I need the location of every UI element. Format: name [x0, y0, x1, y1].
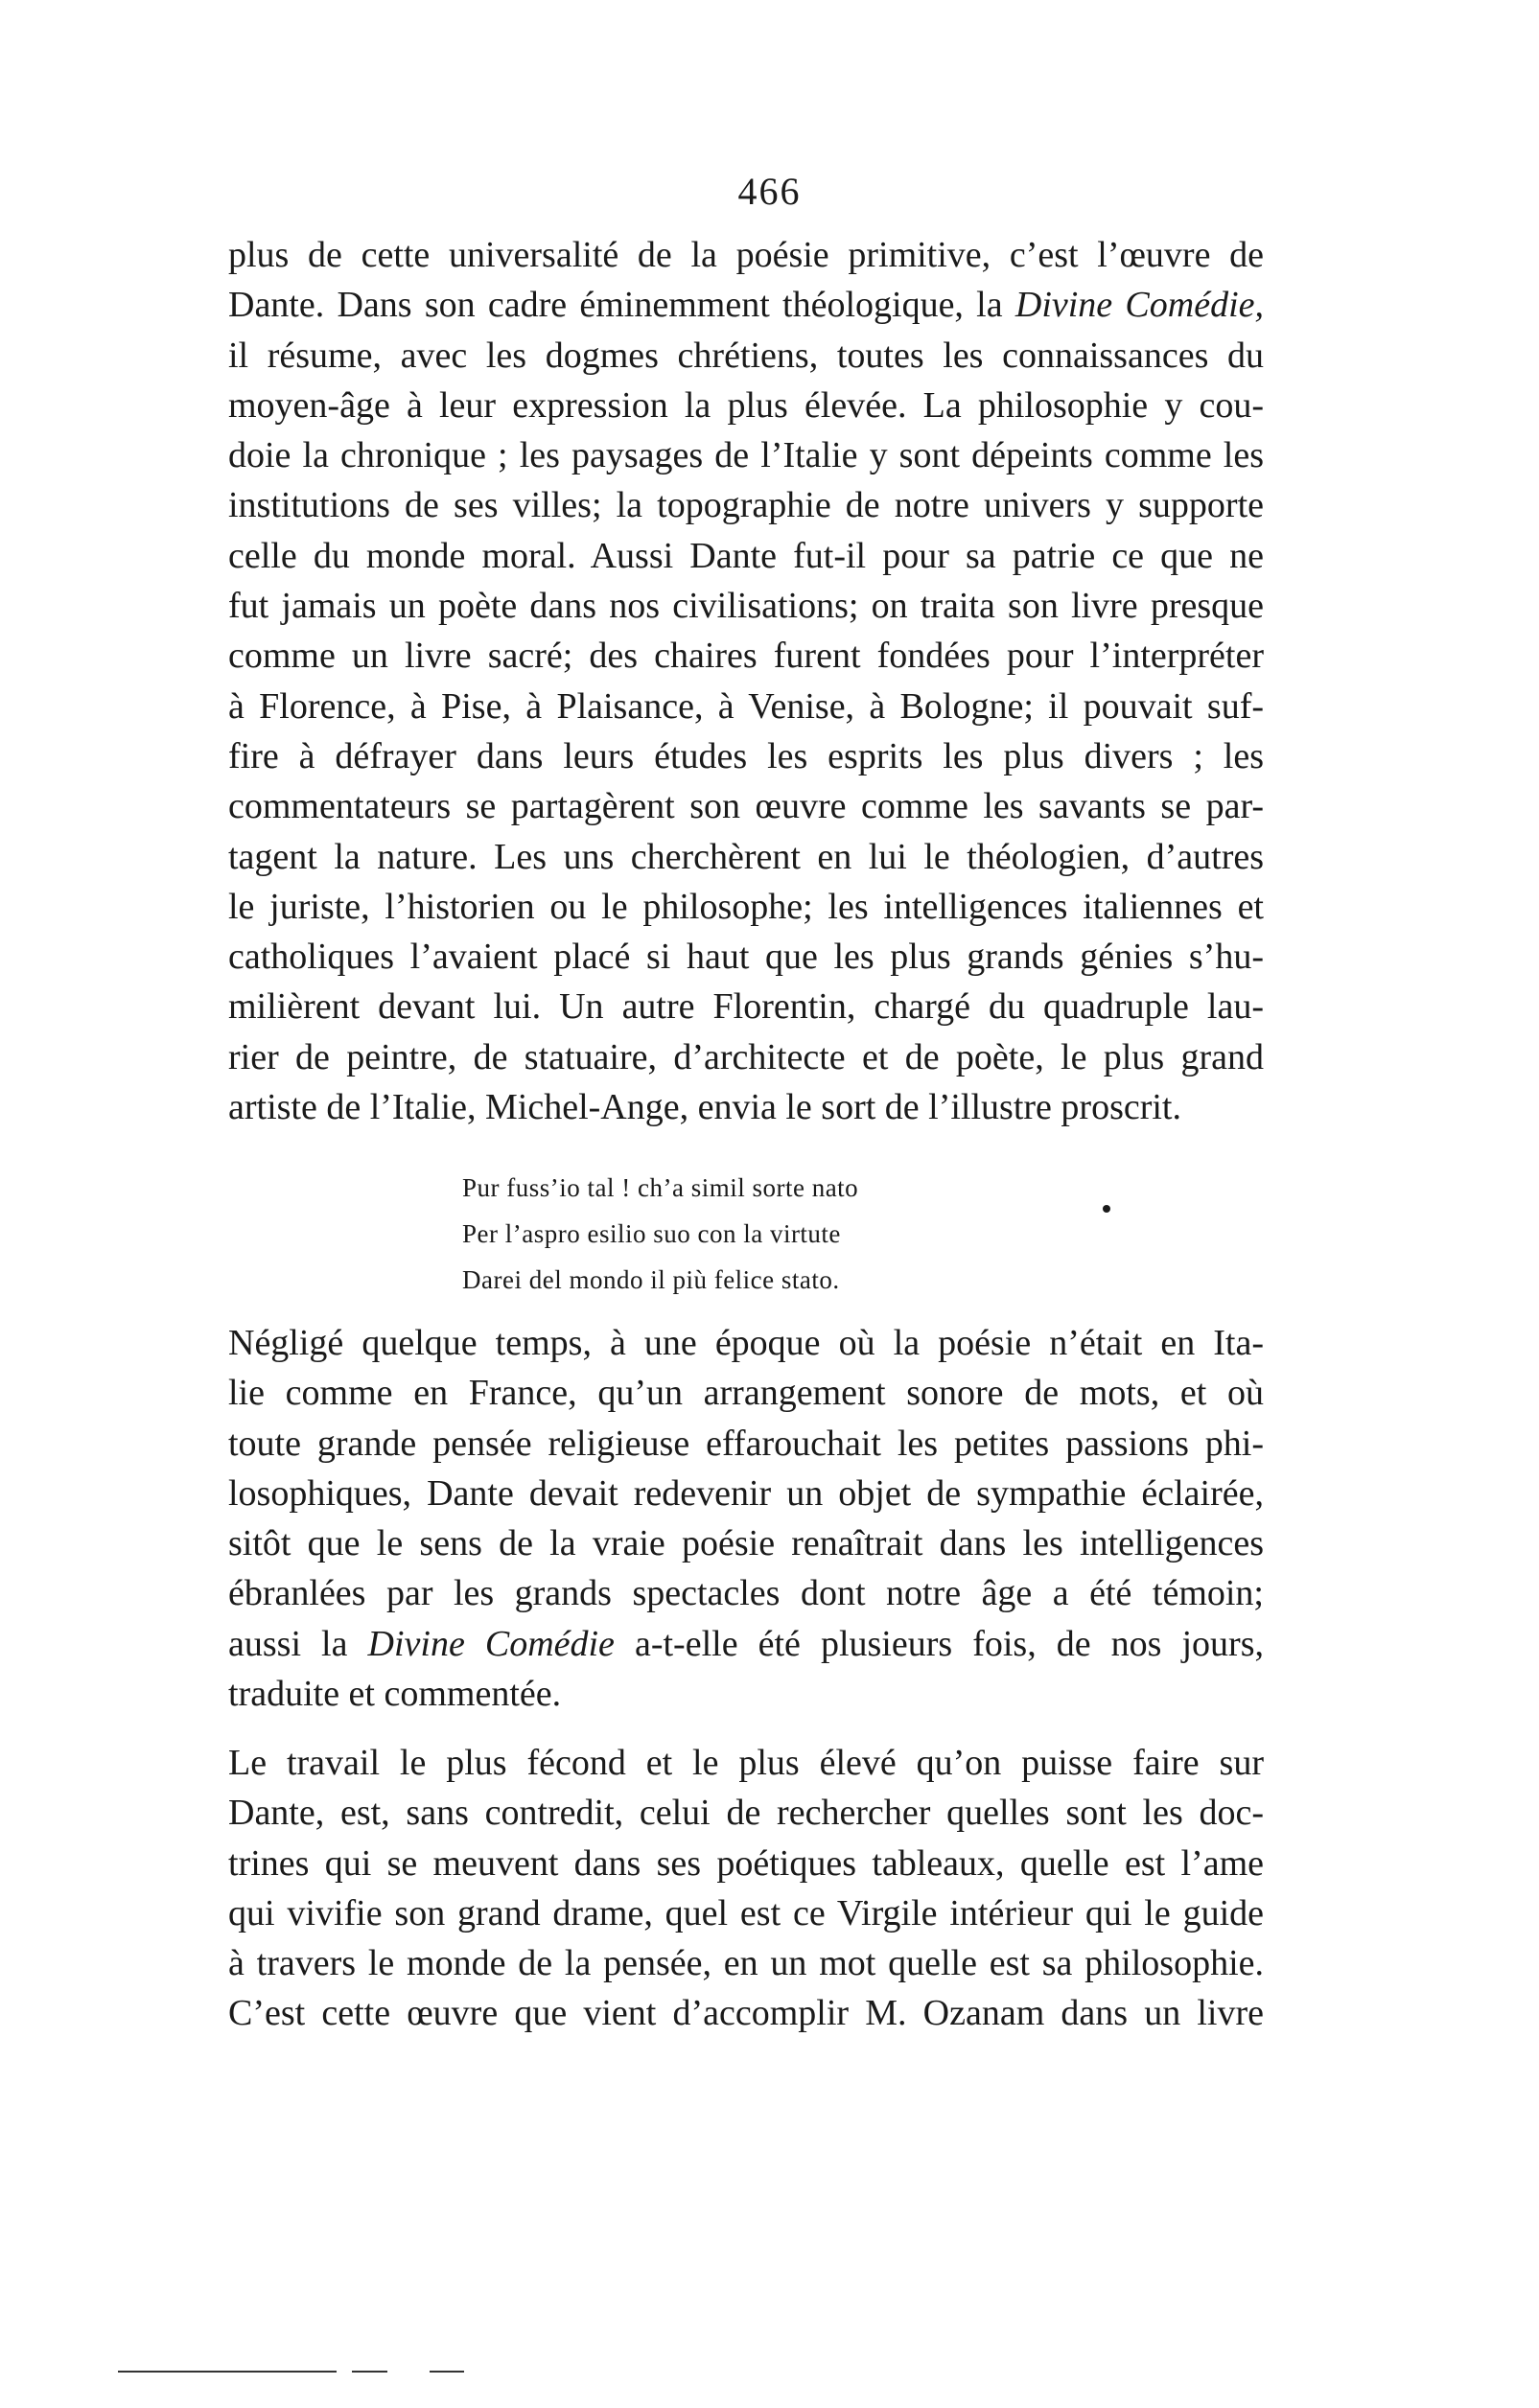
footer-rule [118, 2371, 337, 2373]
text-line: comme un livre sacré; des chaires furent fondées pour l’interpréter [228, 636, 1264, 677]
ink-dot-mark [1103, 1205, 1110, 1213]
text-line: artiste de l’Italie, Michel-Ange, envia le sort de l’illustre proscrit. [228, 1087, 1181, 1128]
text-line: qui vivifie son grand drame, quel est ce Virgile intérieur qui le guide [228, 1892, 1264, 1933]
poem-line: Per l’aspro esilio suo con la virtute [462, 1219, 841, 1248]
text-line: Le travail le plus fécond et le plus élevé qu’on puisse faire sur [228, 1743, 1264, 1783]
text-line [228, 280, 1264, 330]
book-title-italic: Divine Comédie, [1014, 285, 1264, 326]
text-line: Dante, est, sans contredit, celui de rechercher quelles sont les doc- [228, 1793, 1264, 1834]
paragraph-1 [228, 230, 1264, 1132]
book-title-italic: Divine Comédie [367, 1623, 615, 1664]
footer-rule [430, 2371, 464, 2373]
text-line: tagent la nature. Les uns cherchèrent en lui le théologien, d’autres [228, 836, 1264, 877]
paragraph-3 [228, 1738, 1264, 2039]
footer-rule [352, 2371, 387, 2373]
text-line: ébranlées par les grands spectacles dont notre âge a été témoin; [228, 1573, 1264, 1614]
text-line: il résume, avec les dogmes chrétiens, toutes les connaissances du [228, 335, 1264, 376]
text-line: losophiques, Dante devait redevenir un objet de sympathie éclairée, [228, 1472, 1264, 1514]
paragraph-2 [228, 1318, 1264, 1719]
text-line: sitôt que le sens de la vraie poésie renaîtrait dans les intelligences [228, 1523, 1264, 1564]
text-line: milièrent devant lui. Un autre Florentin, chargé du quadruple lau- [228, 986, 1264, 1028]
text-line: le juriste, l’historien ou le philosophe; les intelligences italiennes et [228, 886, 1264, 927]
text-line: traduite et commentée. [228, 1674, 562, 1715]
text-span: a-t-elle été plusieurs fois, de nos jours, [614, 1623, 1264, 1664]
text-line: trines qui se meuvent dans ses poétiques tableaux, quelle est l’ame [228, 1842, 1264, 1884]
text-span: aussi la [228, 1623, 368, 1664]
text-line: Négligé quelque temps, à une époque où la poésie n’était en Ita- [228, 1323, 1264, 1363]
text-line: commentateurs se partagèrent son œuvre comme les savants se par- [228, 786, 1264, 827]
text-line: fire à défrayer dans leurs études les esprits les plus divers ; les [228, 735, 1264, 776]
text-line: catholiques l’avaient placé si haut que les plus grands génies s’hu- [228, 937, 1264, 978]
text-line: à Florence, à Pise, à Plaisance, à Venise, à Bologne; il pouvait suf- [228, 685, 1264, 727]
text-line: à travers le monde de la pensée, en un mot quelle est sa philosophie. [228, 1943, 1264, 1984]
text-line: celle du monde moral. Aussi Dante fut-il pour sa patrie ce que ne [228, 535, 1264, 576]
text-line: C’est cette œuvre que vient d’accomplir M. Ozanam dans un livre [228, 1993, 1264, 2034]
text-line [228, 1619, 1264, 1669]
poem-line: Darei del mondo il più felice stato. [462, 1265, 840, 1294]
page-number: 466 [737, 170, 802, 213]
text-line: institutions de ses villes; la topographie de notre univers y supporte [228, 485, 1264, 526]
text-line: fut jamais un poète dans nos civilisations; on traita son livre presque [228, 586, 1264, 627]
poem-line: Pur fuss’io tal ! ch’a simil sorte nato [462, 1173, 859, 1202]
text-line: doie la chronique ; les paysages de l’Italie y sont dépeints comme les [228, 435, 1264, 476]
text-line: lie comme en France, qu’un arrangement sonore de mots, et où [228, 1373, 1264, 1414]
text-line: moyen-âge à leur expression la plus élevée. La philosophie y cou- [228, 384, 1264, 426]
text-span: Dante. Dans son cadre éminemment théologique, la [228, 285, 1015, 326]
text-line: plus de cette universalité de la poésie primitive, c’est l’œuvre de [228, 235, 1264, 275]
text-line: toute grande pensée religieuse effarouchait les petites passions phi- [228, 1423, 1264, 1464]
text-line: rier de peintre, de statuaire, d’architecte et de poète, le plus grand [228, 1036, 1264, 1077]
poem-quotation [462, 1165, 858, 1303]
